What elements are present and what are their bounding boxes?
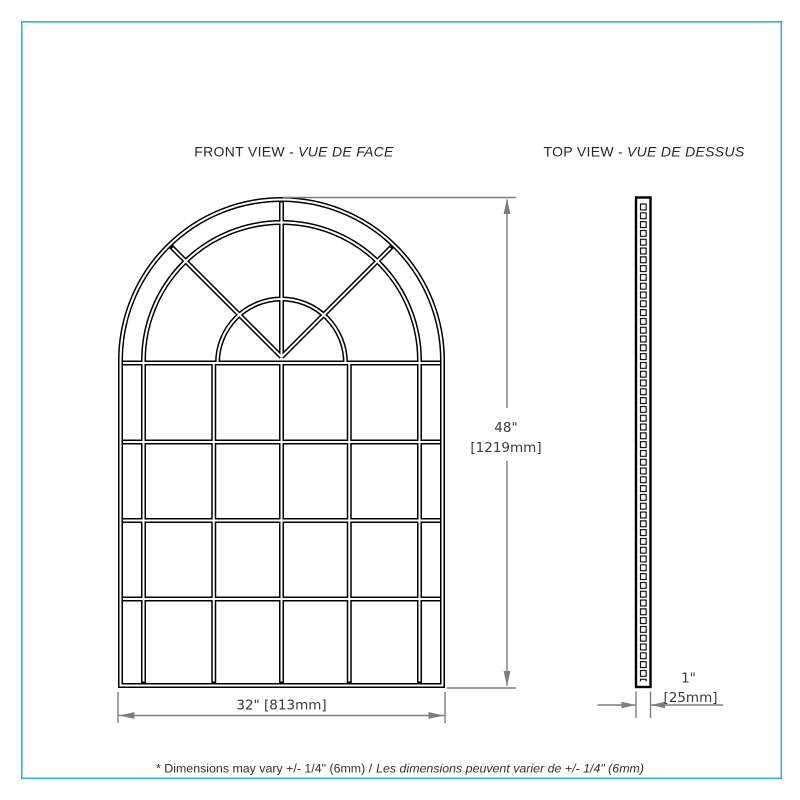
thickness-dimension bbox=[598, 671, 724, 719]
footnote-fr: Les dimensions peuvent varier de +/- 1/4" (6mm) bbox=[376, 761, 644, 776]
width-dimension bbox=[118, 692, 445, 723]
thickness-dimension-metric: [25mm] bbox=[663, 690, 718, 706]
front-view-title-en: FRONT VIEW - bbox=[194, 143, 295, 160]
page-border bbox=[22, 22, 782, 779]
footnote bbox=[156, 762, 644, 776]
front-view-drawing bbox=[118, 199, 445, 686]
arrow-up-icon bbox=[504, 199, 511, 215]
arrow-right-icon bbox=[622, 702, 636, 708]
top-view-hidden-lines bbox=[640, 204, 647, 682]
top-view-title bbox=[544, 144, 745, 160]
front-view-muntin-centers bbox=[121, 200, 443, 686]
footnote-en: * Dimensions may vary +/- 1/4" (6mm) / bbox=[156, 761, 373, 776]
top-view-drawing bbox=[636, 198, 651, 688]
thickness-dimension-value: 1" bbox=[681, 670, 696, 687]
front-view-title bbox=[194, 144, 394, 160]
height-dimension-value: 48" bbox=[494, 420, 518, 436]
top-view-title-fr: VUE DE DESSUS bbox=[627, 143, 745, 160]
arrow-down-icon bbox=[504, 671, 511, 687]
arrow-left-icon bbox=[119, 712, 135, 719]
width-dimension-label: 32" [813mm] bbox=[236, 697, 327, 714]
front-view-title-fr: VUE DE FACE bbox=[298, 143, 394, 160]
height-dimension-metric: [1219mm] bbox=[470, 440, 542, 456]
top-view-title-en: TOP VIEW - bbox=[543, 143, 623, 160]
arrow-right-icon bbox=[429, 712, 445, 719]
